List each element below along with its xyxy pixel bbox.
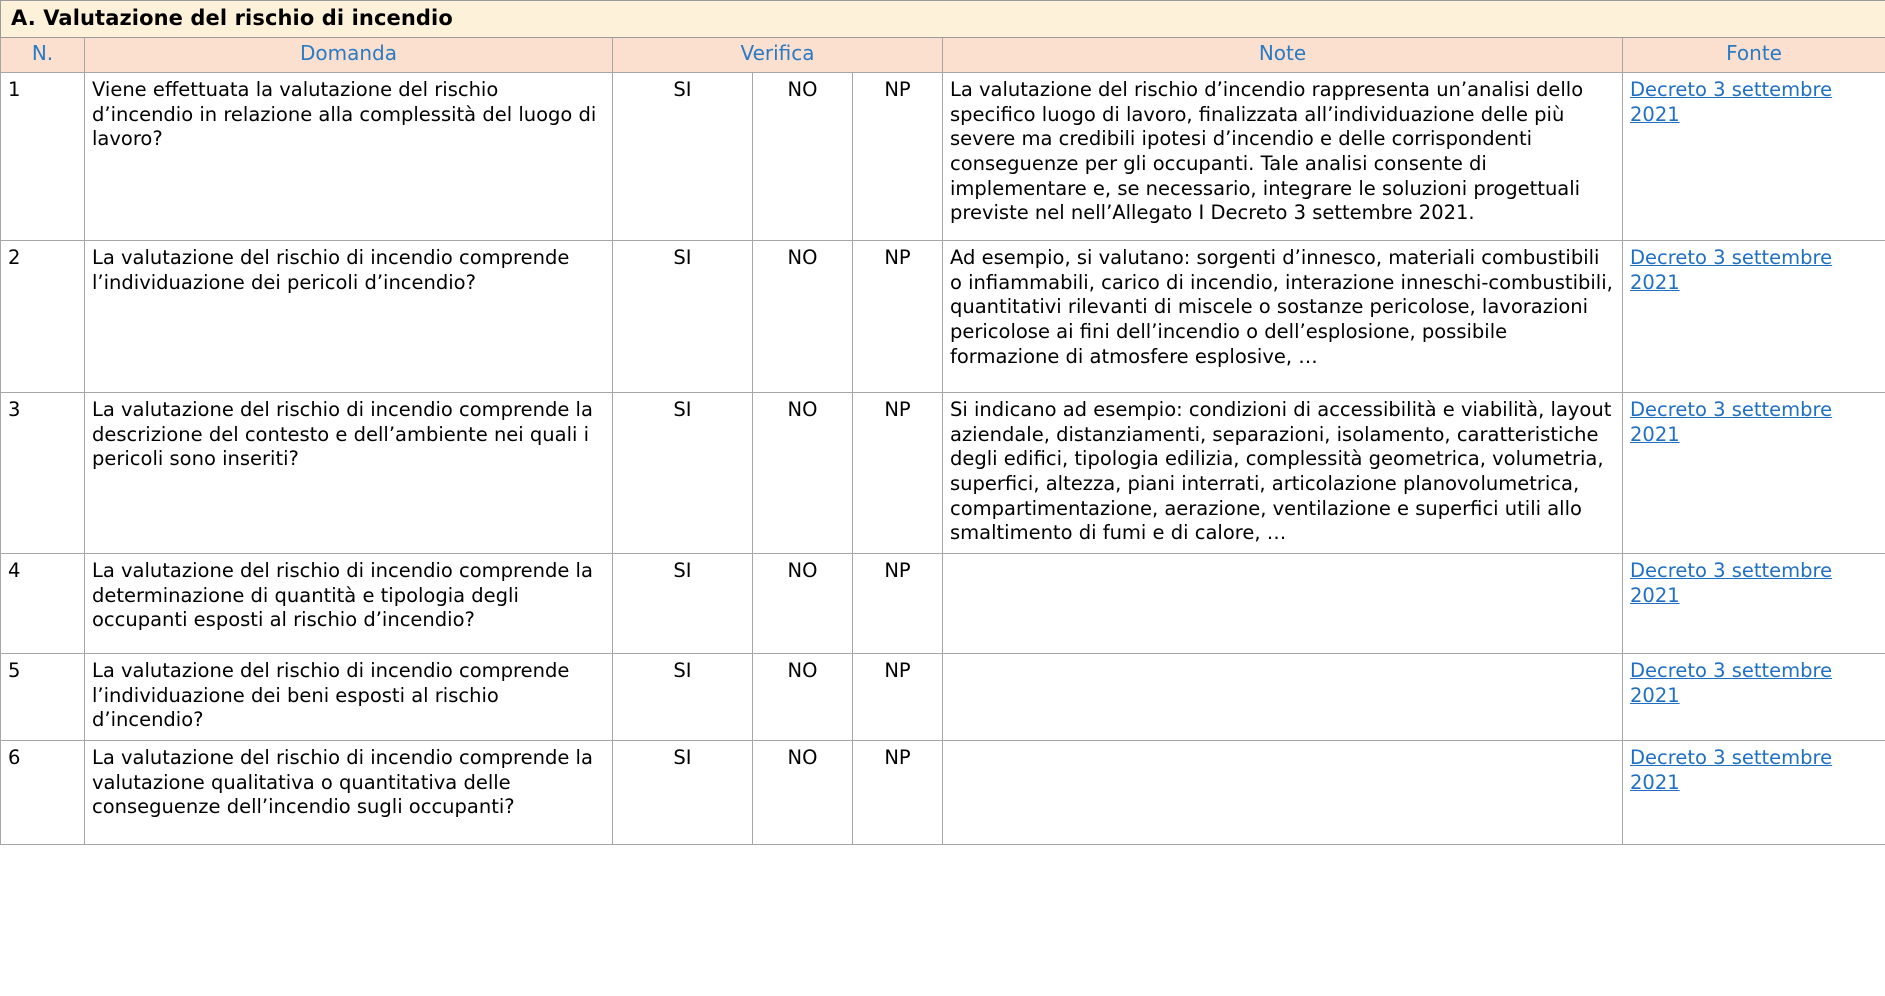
verifica-option-si[interactable]: [613, 740, 753, 844]
source-cell: [1623, 740, 1885, 844]
verifica-option-si-label: SI: [673, 745, 692, 769]
verifica-option-no-label: NO: [787, 77, 818, 101]
row-number: 5: [1, 653, 85, 740]
question-text: La valutazione del rischio di incendio comprende la determinazione di quantità e tipologia degli occupanti esposti al rischio d’incendio?: [85, 553, 613, 653]
verifica-option-no[interactable]: [753, 240, 853, 392]
table-body: [1, 72, 1885, 844]
verifica-option-si-label: SI: [673, 77, 692, 101]
verifica-option-no[interactable]: [753, 740, 853, 844]
column-header-verifica: Verifica: [613, 37, 943, 72]
verifica-option-np[interactable]: [853, 653, 943, 740]
verifica-option-si-label: SI: [673, 658, 692, 682]
question-text: La valutazione del rischio di incendio comprende l’individuazione dei pericoli d’incendio?: [85, 240, 613, 392]
verifica-option-np-label: NP: [884, 658, 911, 682]
source-cell: [1623, 240, 1885, 392]
verifica-option-si-label: SI: [673, 397, 692, 421]
table-row: [1, 392, 1885, 553]
column-header-domanda: Domanda: [85, 37, 613, 72]
verifica-option-si[interactable]: [613, 553, 753, 653]
source-link[interactable]: Decreto 3 settembre 2021: [1630, 558, 1833, 607]
row-number: 1: [1, 72, 85, 240]
table-row: [1, 72, 1885, 240]
verifica-option-np[interactable]: [853, 392, 943, 553]
question-text: Viene effettuata la valutazione del rischio d’incendio in relazione alla complessità del luogo di lavoro?: [85, 72, 613, 240]
source-link[interactable]: Decreto 3 settembre 2021: [1630, 245, 1833, 294]
note-text: [943, 653, 1623, 740]
note-text: [943, 740, 1623, 844]
source-link[interactable]: Decreto 3 settembre 2021: [1630, 77, 1833, 126]
verifica-option-si-label: SI: [673, 245, 692, 269]
verifica-option-si[interactable]: [613, 240, 753, 392]
table-row: [1, 653, 1885, 740]
verifica-option-np-label: NP: [884, 558, 911, 582]
verifica-option-np-label: NP: [884, 397, 911, 421]
note-text: Si indicano ad esempio: condizioni di accessibilità e viabilità, layout aziendale, distanziamenti, separazioni, isolamento, caratteristiche degli edifici, tipologia edilizia, complessità geometrica, volumetria, superfici, altezza, piani interrati, articolazione planovolumetrica, compartimentazione, aerazione, ventilazione e superfici utili allo smaltimento di fumi e di calore, …: [943, 392, 1623, 553]
column-header-fonte: Fonte: [1623, 37, 1885, 72]
verifica-option-np[interactable]: [853, 240, 943, 392]
row-number: 4: [1, 553, 85, 653]
source-cell: [1623, 553, 1885, 653]
source-link[interactable]: Decreto 3 settembre 2021: [1630, 745, 1833, 794]
question-text: La valutazione del rischio di incendio comprende la valutazione qualitativa o quantitativa delle conseguenze dell’incendio sugli occupanti?: [85, 740, 613, 844]
verifica-option-np[interactable]: [853, 72, 943, 240]
row-number: 6: [1, 740, 85, 844]
verifica-option-no-label: NO: [787, 558, 818, 582]
verifica-option-np[interactable]: [853, 740, 943, 844]
verifica-option-no[interactable]: [753, 653, 853, 740]
verifica-option-no[interactable]: [753, 553, 853, 653]
column-header-num: N.: [1, 37, 85, 72]
verifica-option-no[interactable]: [753, 392, 853, 553]
verifica-option-no-label: NO: [787, 245, 818, 269]
question-text: La valutazione del rischio di incendio comprende la descrizione del contesto e dell’ambiente nei quali i pericoli sono inseriti?: [85, 392, 613, 553]
source-cell: [1623, 392, 1885, 553]
row-number: 3: [1, 392, 85, 553]
source-link[interactable]: Decreto 3 settembre 2021: [1630, 397, 1833, 446]
section-title: A. Valutazione del rischio di incendio: [11, 6, 453, 30]
source-link[interactable]: Decreto 3 settembre 2021: [1630, 658, 1833, 707]
verifica-option-np-label: NP: [884, 745, 911, 769]
verifica-option-si[interactable]: [613, 653, 753, 740]
row-number: 2: [1, 240, 85, 392]
table-head: [1, 1, 1885, 73]
table-row: [1, 740, 1885, 844]
verifica-option-no-label: NO: [787, 397, 818, 421]
table-row: [1, 553, 1885, 653]
source-cell: [1623, 653, 1885, 740]
column-header-note: Note: [943, 37, 1623, 72]
section-title-row: [1, 1, 1885, 38]
verifica-option-si-label: SI: [673, 558, 692, 582]
verifica-option-np[interactable]: [853, 553, 943, 653]
verifica-option-si[interactable]: [613, 72, 753, 240]
question-text: La valutazione del rischio di incendio comprende l’individuazione dei beni esposti al rischio d’incendio?: [85, 653, 613, 740]
note-text: La valutazione del rischio d’incendio rappresenta un’analisi dello specifico luogo di lavoro, finalizzata all’individuazione delle più severe ma credibili ipotesi d’incendio e delle corrispondenti conseguenze per gli occupanti. Tale analisi consente di implementare e, se necessario, integrare le soluzioni progettuali previste nel nell’Allegato I Decreto 3 settembre 2021.: [943, 72, 1623, 240]
verifica-option-no-label: NO: [787, 745, 818, 769]
column-header-row: [1, 37, 1885, 72]
verifica-option-np-label: NP: [884, 77, 911, 101]
source-cell: [1623, 72, 1885, 240]
verifica-option-no[interactable]: [753, 72, 853, 240]
note-text: [943, 553, 1623, 653]
section-title-cell: [1, 1, 1885, 38]
verifica-option-no-label: NO: [787, 658, 818, 682]
table-row: [1, 240, 1885, 392]
verifica-option-si[interactable]: [613, 392, 753, 553]
note-text: Ad esempio, si valutano: sorgenti d’innesco, materiali combustibili o infiammabili, carico di incendio, interazione inneschi-combustibili, quantitativi rilevanti di miscele o sostanze pericolose, lavorazioni pericolose ai fini dell’incendio o dell’esplosione, possibile formazione di atmosfere esplosive, …: [943, 240, 1623, 392]
verifica-option-np-label: NP: [884, 245, 911, 269]
